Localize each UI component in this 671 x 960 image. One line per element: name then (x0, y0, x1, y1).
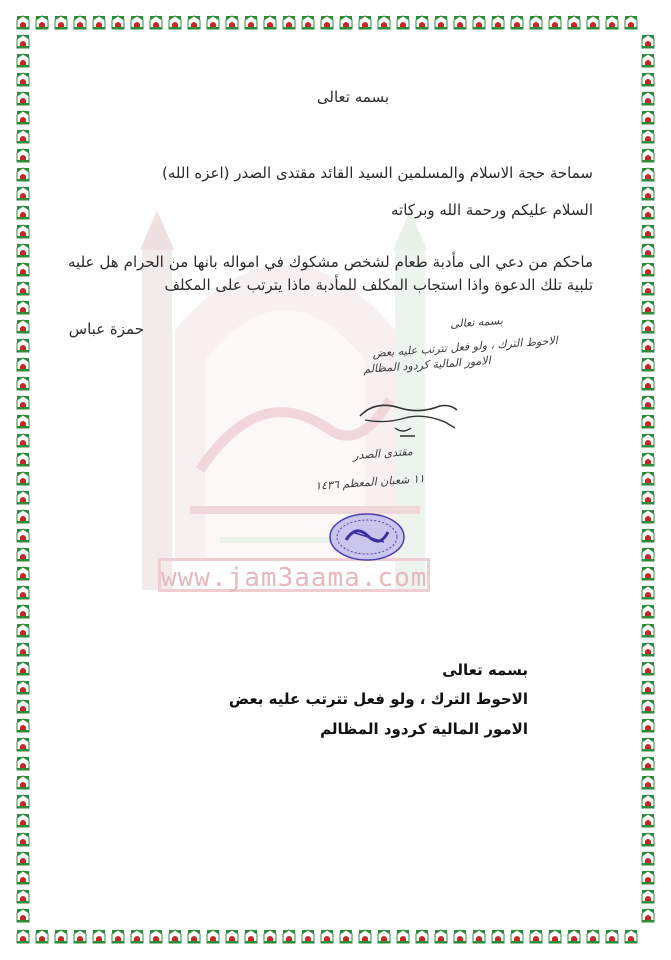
handwritten-signature-name: مقتدى الصدر (352, 445, 414, 463)
letter-basmala: بسمه تعالى (316, 88, 389, 106)
watermark-url: www.jam3aama.com (158, 558, 430, 592)
handwritten-line-1: الاحوط الترك ، ولو فعل تترتب عليه بعض (372, 334, 559, 360)
letter-question: ماحكم من دعي الى مأدبة طعام لشخص مشكوك في امواله بانها من الحرام هل عليه تلبية تلك الدعوة واذا استجاب المكلف للمأدبة ماذا يترتب على المكلف (68, 253, 593, 294)
answer-line-1: الاحوط الترك ، ولو فعل تترتب عليه بعض (228, 690, 528, 708)
letter-greeting: السلام عليكم ورحمة الله وبركاته (391, 201, 593, 219)
signature-icon (345, 398, 465, 448)
handwritten-date: ١١ شعبان المعظم ١٤٣٦ (315, 472, 426, 493)
handwritten-basmala: بسمه تعالى (449, 314, 504, 331)
answer-line-2: الامور المالية كردود المظالم (320, 720, 528, 738)
seal-stamp-icon (328, 512, 406, 562)
answer-basmala: بسمه تعالى (442, 661, 528, 679)
letter-sender: حمزة عباس (68, 320, 144, 338)
letter-addressee: سماحة حجة الاسلام والمسلمين السيد القائد مقتدى الصدر (اعزه الله) (162, 164, 593, 182)
handwritten-line-2: الامور المالية كردود المظالم (363, 354, 492, 376)
